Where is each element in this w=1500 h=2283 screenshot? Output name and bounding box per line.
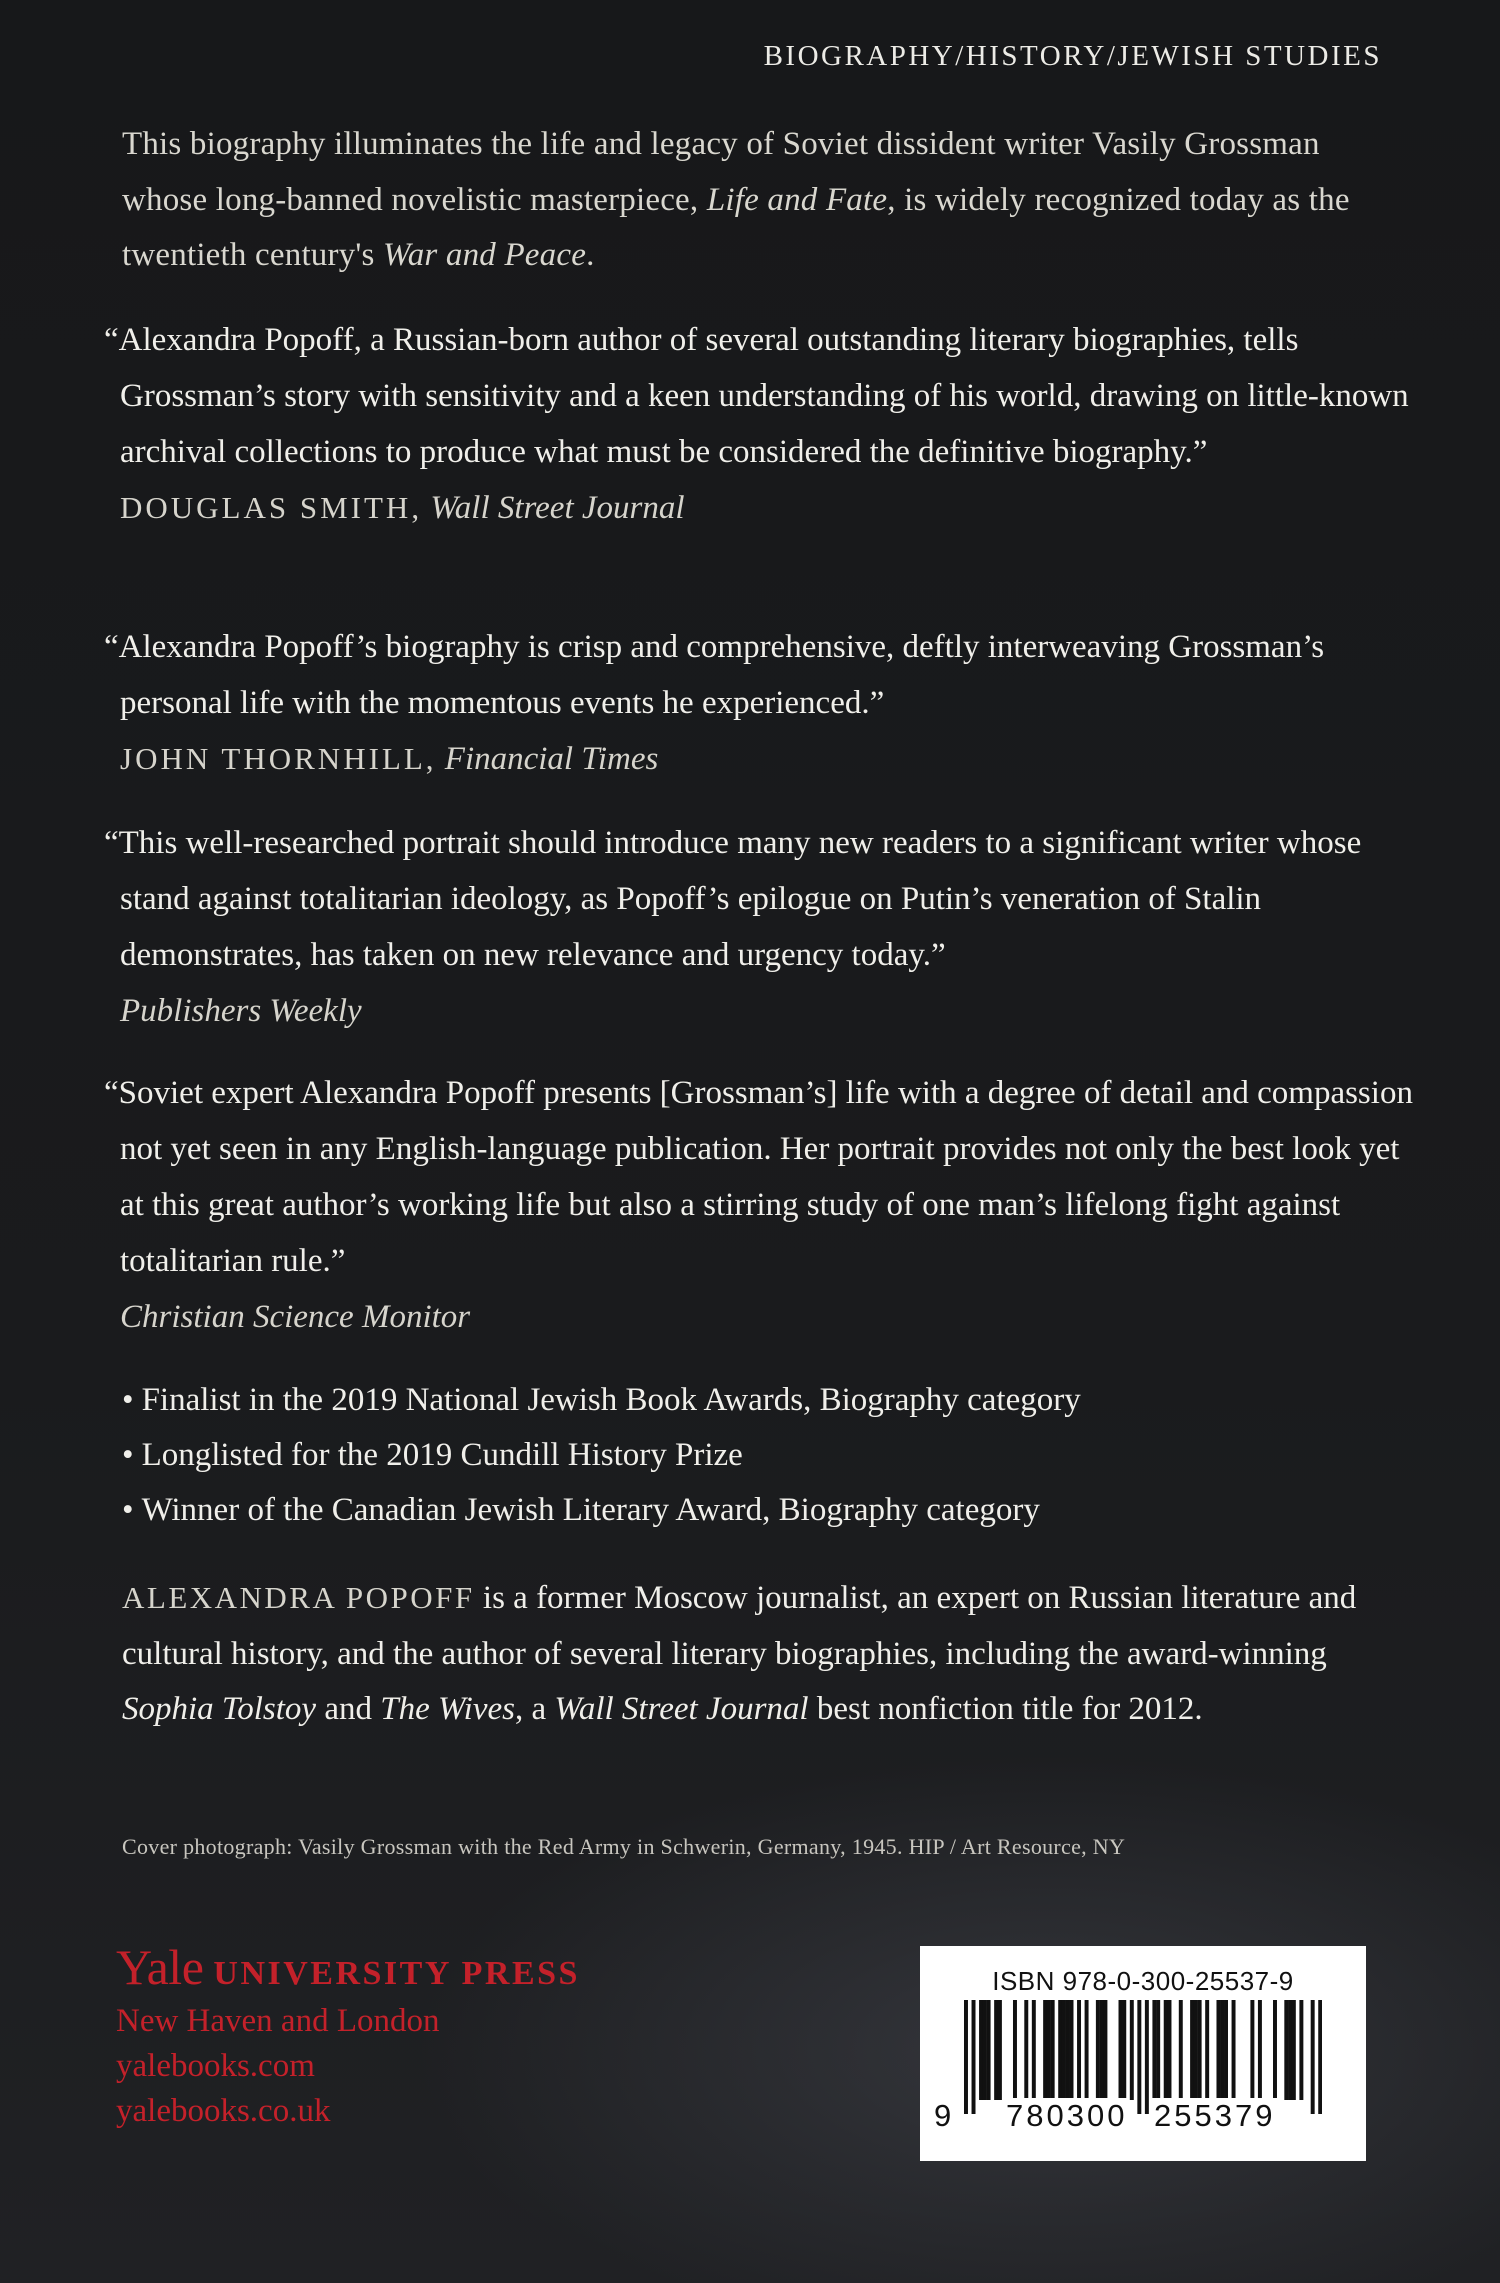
publisher-url-uk: yalebooks.co.uk — [116, 2093, 331, 2129]
book-title-war-and-peace: War and Peace — [383, 237, 587, 273]
barcode-bar — [1077, 2000, 1081, 2100]
reviewer-name: DOUGLAS SMITH, — [120, 490, 423, 525]
publication-name: Financial Times — [444, 741, 659, 777]
barcode-bar — [1198, 2000, 1202, 2100]
barcode-bar — [1066, 2000, 1070, 2100]
barcode-bar — [1156, 2000, 1160, 2100]
review-quote — [104, 619, 1420, 787]
barcode-bar — [1216, 2000, 1220, 2100]
barcode-bar — [1096, 2000, 1100, 2100]
barcode-bar — [1051, 2000, 1055, 2100]
author-bio — [122, 1570, 1422, 1738]
barcode-bar — [1119, 2000, 1123, 2100]
barcode-bar — [1258, 2000, 1262, 2100]
barcode-bar — [1288, 2000, 1292, 2100]
publisher-url-us: yalebooks.com — [116, 2048, 315, 2084]
author-name: ALEXANDRA POPOFF — [122, 1580, 475, 1615]
barcode-bar — [994, 2000, 998, 2100]
barcode-bar — [987, 2000, 991, 2100]
category-label: BIOGRAPHY/HISTORY/JEWISH STUDIES — [763, 40, 1382, 72]
barcode-bars — [964, 2000, 1322, 2114]
barcode-bar — [1013, 2000, 1017, 2100]
barcode-bar — [1122, 2000, 1126, 2100]
bio-text: , a — [514, 1691, 555, 1727]
barcode-bar — [1152, 2000, 1156, 2100]
barcode-bar — [1164, 2000, 1168, 2100]
barcode-bar — [1024, 2000, 1028, 2100]
reviewer-name: JOHN THORNHILL, — [120, 741, 437, 776]
awards-list — [122, 1373, 1402, 1538]
publisher-logo-yale: Yale — [116, 1939, 204, 1995]
publisher-logo — [116, 1939, 580, 1999]
barcode-bar — [1130, 2000, 1134, 2100]
barcode-bar — [1043, 2000, 1047, 2100]
quote-text: “This well-researched portrait should introduce many new readers to a significant writer whose stand against totalitarian ideology, as Popoff’s epilogue on Putin’s veneration of Stalin demonstrates, has taken on new relevance and urgency today.” — [104, 825, 1362, 973]
quote-attribution — [120, 1289, 1420, 1345]
barcode-bar — [964, 2000, 968, 2114]
barcode-bar — [1058, 2000, 1062, 2100]
barcode-bar — [1194, 2000, 1198, 2100]
barcode-digits-left: 780300 — [1006, 2098, 1128, 2133]
quote-attribution — [120, 480, 1420, 536]
quote-text: “Alexandra Popoff, a Russian-born author of several outstanding literary biographies, tells Grossman’s story with sensitivity and a keen understanding of his world, drawing on little-known archival collections to produce what must be considered the definitive biography.” — [104, 322, 1409, 470]
quote-attribution — [120, 983, 1420, 1039]
publisher-logo-press: UNIVERSITY PRESS — [213, 1955, 580, 1992]
award-item: • Winner of the Canadian Jewish Literary Award, Biography category — [122, 1483, 1402, 1538]
bio-text: and — [316, 1691, 381, 1727]
barcode-bar — [1232, 2000, 1236, 2100]
barcode-bar — [1205, 2000, 1209, 2100]
barcode-bar — [1085, 2000, 1089, 2100]
review-quote — [104, 815, 1420, 1039]
barcode-bar — [1100, 2000, 1104, 2100]
barcode-bar — [983, 2000, 987, 2100]
description-text: . — [586, 237, 595, 273]
book-description — [122, 117, 1402, 284]
book-title-the-wives: The Wives — [380, 1691, 515, 1727]
newspaper-name: Wall Street Journal — [554, 1691, 809, 1727]
barcode-bar — [998, 2000, 1002, 2100]
bio-text: is a former Moscow journalist, an expert on Russian literature and cultural history, and the author of several literary biographies, including the award-winning — [122, 1580, 1357, 1672]
barcode-bar — [1299, 2000, 1303, 2100]
review-quote — [104, 1065, 1420, 1345]
barcode-bar — [972, 2000, 976, 2114]
publisher-location: New Haven and London — [116, 2003, 440, 2039]
book-title-life-and-fate: Life and Fate — [706, 181, 888, 218]
book-title-sophia-tolstoy: Sophia Tolstoy — [122, 1691, 317, 1727]
review-quote — [104, 312, 1420, 536]
barcode-bar — [1318, 2000, 1322, 2114]
barcode-bar — [1220, 2000, 1224, 2100]
publication-name: Wall Street Journal — [430, 490, 685, 526]
quote-text: “Soviet expert Alexandra Popoff presents [Grossman’s] life with a degree of detail and compassion not yet seen in any English-language publication. Her portrait provides not only the best look yet at this great author’s working life but also a stirring study of one man’s lifelong fight against totalitarian rule.” — [104, 1075, 1413, 1279]
publisher-block — [116, 1939, 580, 2134]
barcode-bar — [1070, 2000, 1074, 2100]
barcode-bar — [1062, 2000, 1066, 2100]
barcode-bar — [1032, 2000, 1036, 2100]
barcode-bar — [1224, 2000, 1228, 2100]
barcode-bar — [1250, 2000, 1254, 2100]
bio-text: best nonfiction title for 2012. — [808, 1691, 1203, 1727]
description-text: , is widely recognized today as the twentieth century's — [122, 181, 1350, 273]
barcode-bar — [1292, 2000, 1296, 2100]
barcode-bar — [1167, 2000, 1171, 2100]
publication-name: Christian Science Monitor — [120, 1299, 471, 1335]
barcode-bar — [1284, 2000, 1288, 2100]
barcode-bar — [1179, 2000, 1183, 2100]
quote-attribution — [120, 731, 1420, 787]
barcode-bar — [1311, 2000, 1315, 2114]
barcode-bar — [1145, 2000, 1149, 2114]
photo-credit: Cover photograph: Vasily Grossman with the Red Army in Schwerin, Germany, 1945. HIP / Art Resource, NY — [122, 1834, 1126, 1859]
barcode-bar — [1047, 2000, 1051, 2100]
barcode-bar — [1137, 2000, 1141, 2114]
barcode-bar — [1273, 2000, 1277, 2100]
isbn-barcode — [920, 1946, 1366, 2161]
barcode-digits-right: 255379 — [1154, 2098, 1276, 2133]
isbn-label: ISBN 978-0-300-25537-9 — [992, 1966, 1294, 1996]
award-item: • Finalist in the 2019 National Jewish Book Awards, Biography category — [122, 1373, 1402, 1428]
quote-text: “Alexandra Popoff’s biography is crisp and comprehensive, deftly interweaving Grossman’s personal life with the momentous events he experienced.” — [104, 629, 1325, 721]
barcode-digit-first: 9 — [934, 2098, 952, 2133]
barcode-bar — [1190, 2000, 1194, 2100]
publication-name: Publishers Weekly — [120, 993, 362, 1029]
barcode-digits — [920, 2098, 1366, 2134]
barcode-bar — [1103, 2000, 1107, 2100]
barcode-bar — [979, 2000, 983, 2100]
description-text: This biography illuminates the life and legacy of Soviet dissident writer Vasily Grossman whose long-banned novelistic masterpiece, — [122, 126, 1320, 218]
award-item: • Longlisted for the 2019 Cundill History Prize — [122, 1428, 1402, 1483]
